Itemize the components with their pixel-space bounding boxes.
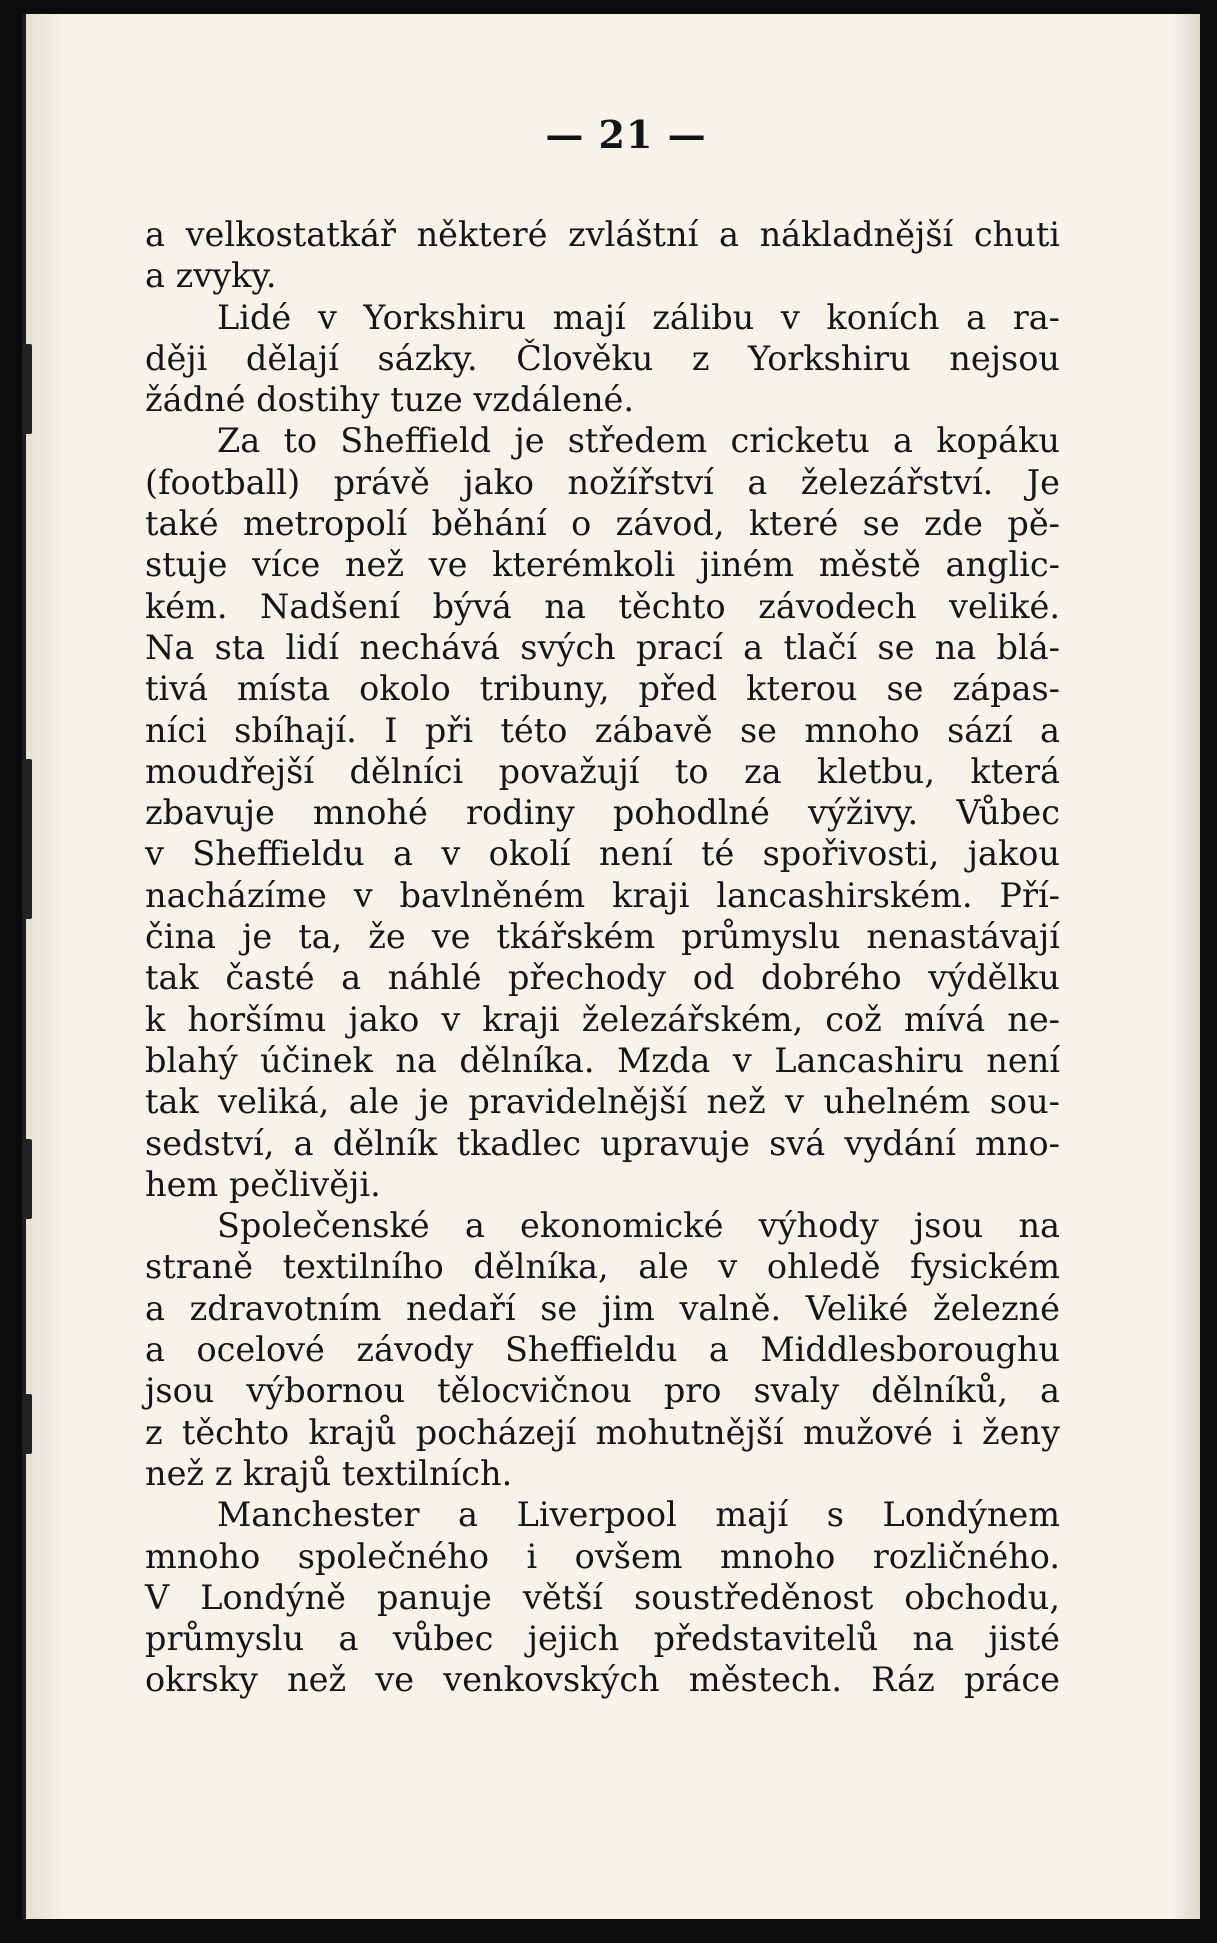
text-line: stuje více než ve kterémkoli jiném městě anglic- [145,545,1060,585]
text-line: V Londýně panuje větší soustředěnost obchodu, [145,1577,1060,1617]
text-line: také metropolí běhání o závod, které se zde pě- [145,504,1060,544]
binding-mark [22,1139,32,1219]
binding-mark [22,1394,32,1454]
text-line: průmyslu a vůbec jejich představitelů na jisté [145,1619,1060,1659]
text-line: a zvyky. [145,256,277,296]
text-line: Na sta lidí nechává svých prací a tlačí se na blá- [145,627,1060,667]
text-line: tak veliká, ale je pravidelnější než v uhelném sou- [145,1082,1060,1122]
text-line: žádné dostihy tuze vzdálené. [145,380,634,420]
page-edge-shadow [1170,14,1200,1919]
text-line: (football) právě jako nožířství a železářství. Je [145,462,1060,502]
text-line: moudřejší dělníci považují to za kletbu, která [145,751,1060,791]
text-line: zbavuje mnohé rodiny pohodlné výživy. Vůbec [145,793,1060,833]
text-line: straně textilního dělníka, ale v ohledě fysickém [145,1247,1060,1287]
text-line: a ocelové závody Sheffieldu a Middlesboroughu [145,1330,1060,1370]
text-line: okrsky než ve venkovských městech. Ráz práce [145,1660,1060,1700]
text-line: ději dělají sázky. Člověku z Yorkshiru nejsou [145,338,1060,378]
text-line: tivá místa okolo tribuny, před kterou se zápas- [145,669,1060,709]
text-line: níci sbíhají. I při této zábavě se mnoho sází a [145,710,1060,750]
text-line: sedství, a dělník tkadlec upravuje svá vydání mno- [145,1123,1060,1163]
text-line: tak časté a náhlé přechody od dobrého výdělku [145,958,1060,998]
text-line: mnoho společného i ovšem mnoho rozličného. [145,1536,1060,1576]
text-line: Za to Sheffield je středem cricketu a kopáku [217,421,1060,461]
text-line: jsou výbornou tělocvičnou pro svaly dělníků, a [145,1371,1060,1411]
book-page [22,14,1200,1919]
text-line: Společenské a ekonomické výhody jsou na [217,1206,1060,1246]
text-line: nacházíme v bavlněném kraji lancashirském. Pří- [145,875,1060,915]
text-line: Manchester a Liverpool mají s Londýnem [217,1495,1060,1535]
text-line: z těchto krajů pocházejí mohutnější mužové i ženy [145,1412,1060,1452]
text-line: k horšímu jako v kraji železářském, což mívá ne- [145,999,1060,1039]
binding-mark [22,759,32,919]
page-binding-edge [22,14,66,1919]
text-line: než z krajů textilních. [145,1453,513,1493]
text-line: čina je ta, že ve tkářském průmyslu nenastávají [145,917,1060,957]
text-line: a zdravotním nedaří se jim valně. Veliké železné [145,1288,1060,1328]
text-line: blahý účinek na dělníka. Mzda v Lancashiru není [145,1040,1060,1080]
text-line: Lidé v Yorkshiru mají zálibu v koních a ra- [217,297,1060,337]
body-text [145,214,1060,1701]
text-line: hem pečlivěji. [145,1164,381,1204]
text-line: kém. Nadšení bývá na těchto závodech veliké. [145,586,1060,626]
binding-mark [22,344,32,434]
text-line: a velkostatkář některé zvláštní a nákladnější chuti [145,215,1060,254]
text-line: v Sheffieldu a v okolí není té spořivosti, jakou [145,834,1060,874]
page-number: — 21 — [545,112,707,157]
